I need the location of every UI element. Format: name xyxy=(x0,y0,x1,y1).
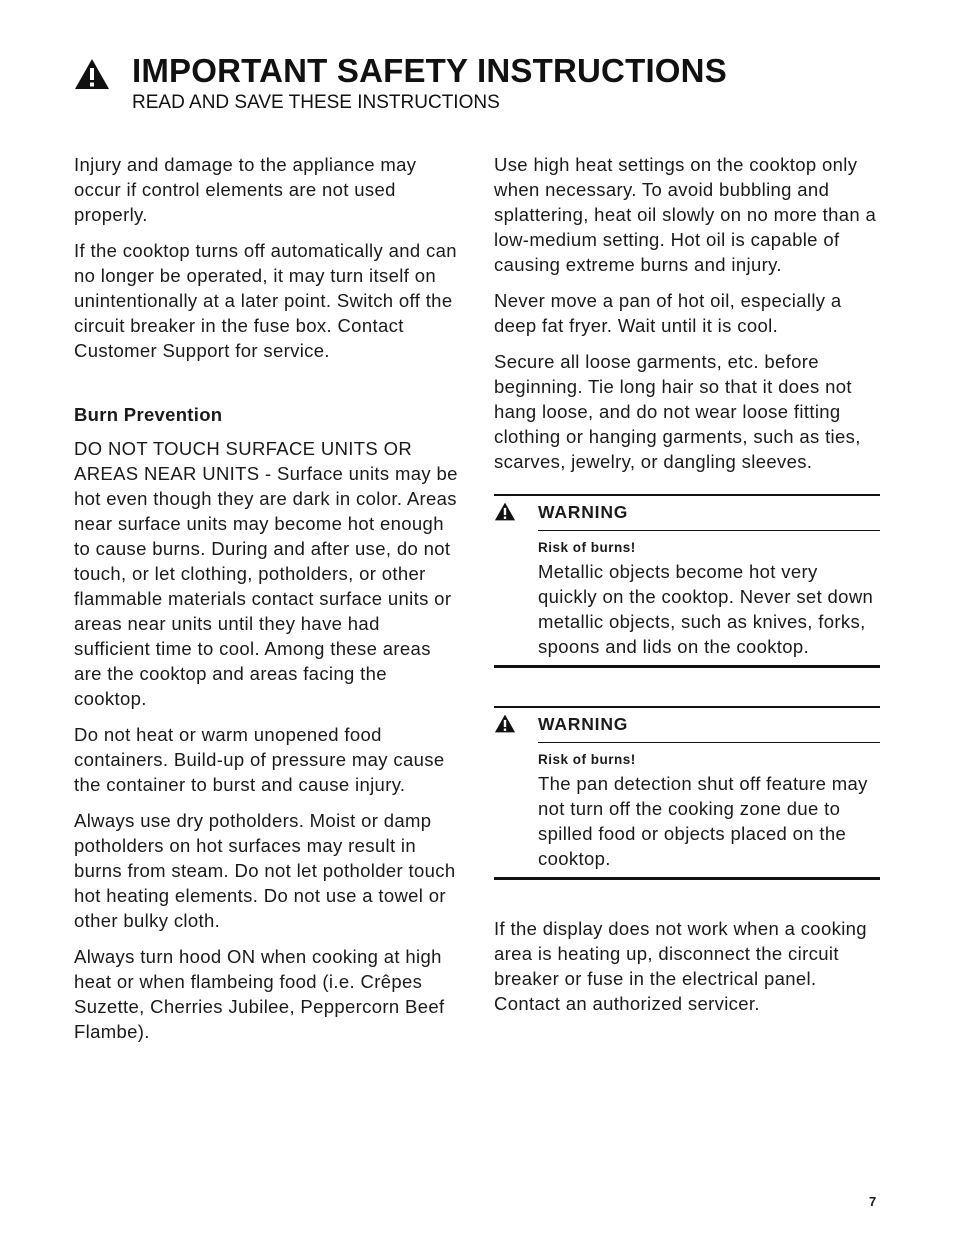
warning-subtitle: Risk of burns! xyxy=(538,540,636,555)
right-column xyxy=(494,152,880,1027)
left-column xyxy=(74,152,458,1055)
paragraph: DO NOT TOUCH SURFACE UNITS OR AREAS NEAR UNITS - Surface units may be hot even though they are dark in color. Areas near surface units may become hot enough to cause burns. During and after use, do not touch, or let clothing, potholders, or other flammable materials contact surface units or areas near units until they have had sufficient time to cool. Among these areas are the cooktop and areas facing the cooktop. xyxy=(74,438,458,709)
warning-title-row xyxy=(538,708,880,743)
warning-box xyxy=(494,494,880,668)
warning-subtitle: Risk of burns! xyxy=(538,752,636,767)
paragraph: Do not heat or warm unopened food containers. Build-up of pressure may cause the container to burst and cause injury. xyxy=(74,724,445,795)
warning-title-row xyxy=(538,496,880,531)
warning-triangle-icon xyxy=(494,714,516,733)
paragraph: Always use dry potholders. Moist or damp potholders on hot surfaces may result in burns from steam. Do not let potholder touch hot heating elements. Do not use a towel or other bulky cloth. xyxy=(74,810,456,931)
paragraph: Always turn hood ON when cooking at high heat or when flambeing food (i.e. Crêpes Suzette, Cherries Jubilee, Peppercorn Beef Flambe). xyxy=(74,946,445,1042)
paragraph: Secure all loose garments, etc. before beginning. Tie long hair so that it does not hang loose, and do not wear loose fitting clothing or hanging garments, such as ties, scarves, jewelry, or dangling sleeves. xyxy=(494,351,861,472)
page-title: IMPORTANT SAFETY INSTRUCTIONS xyxy=(132,52,727,89)
warning-title: WARNING xyxy=(538,714,629,734)
page-subtitle: READ AND SAVE THESE INSTRUCTIONS xyxy=(132,92,500,113)
paragraph: Injury and damage to the appliance may occur if control elements are not used properly. xyxy=(74,154,417,225)
warning-triangle-icon xyxy=(494,502,516,521)
warning-title: WARNING xyxy=(538,502,629,522)
page-number: 7 xyxy=(869,1194,877,1209)
paragraph: If the cooktop turns off automatically and can no longer be operated, it may turn itself on unintentionally at a later point. Switch off the circuit breaker in the fuse box. Contact Customer Support for service. xyxy=(74,240,457,361)
paragraph: Never move a pan of hot oil, especially a deep fat fryer. Wait until it is cool. xyxy=(494,290,842,336)
paragraph: Use high heat settings on the cooktop only when necessary. To avoid bubbling and splattering, heat oil slowly on no more than a low-medium setting. Hot oil is capable of causing extreme burns and injury. xyxy=(494,154,877,275)
paragraph: If the display does not work when a cooking area is heating up, disconnect the circuit breaker or fuse in the electrical panel. Contact an authorized servicer. xyxy=(494,918,867,1014)
warning-box xyxy=(494,706,880,880)
section-heading-burn-prevention: Burn Prevention xyxy=(74,404,223,425)
warning-body: The pan detection shut off feature may not turn off the cooking zone due to spilled food or objects placed on the cooktop. xyxy=(538,773,868,869)
warning-triangle-icon xyxy=(74,58,110,90)
warning-body: Metallic objects become hot very quickly on the cooktop. Never set down metallic objects, such as knives, forks, spoons and lids on the cooktop. xyxy=(538,561,874,657)
